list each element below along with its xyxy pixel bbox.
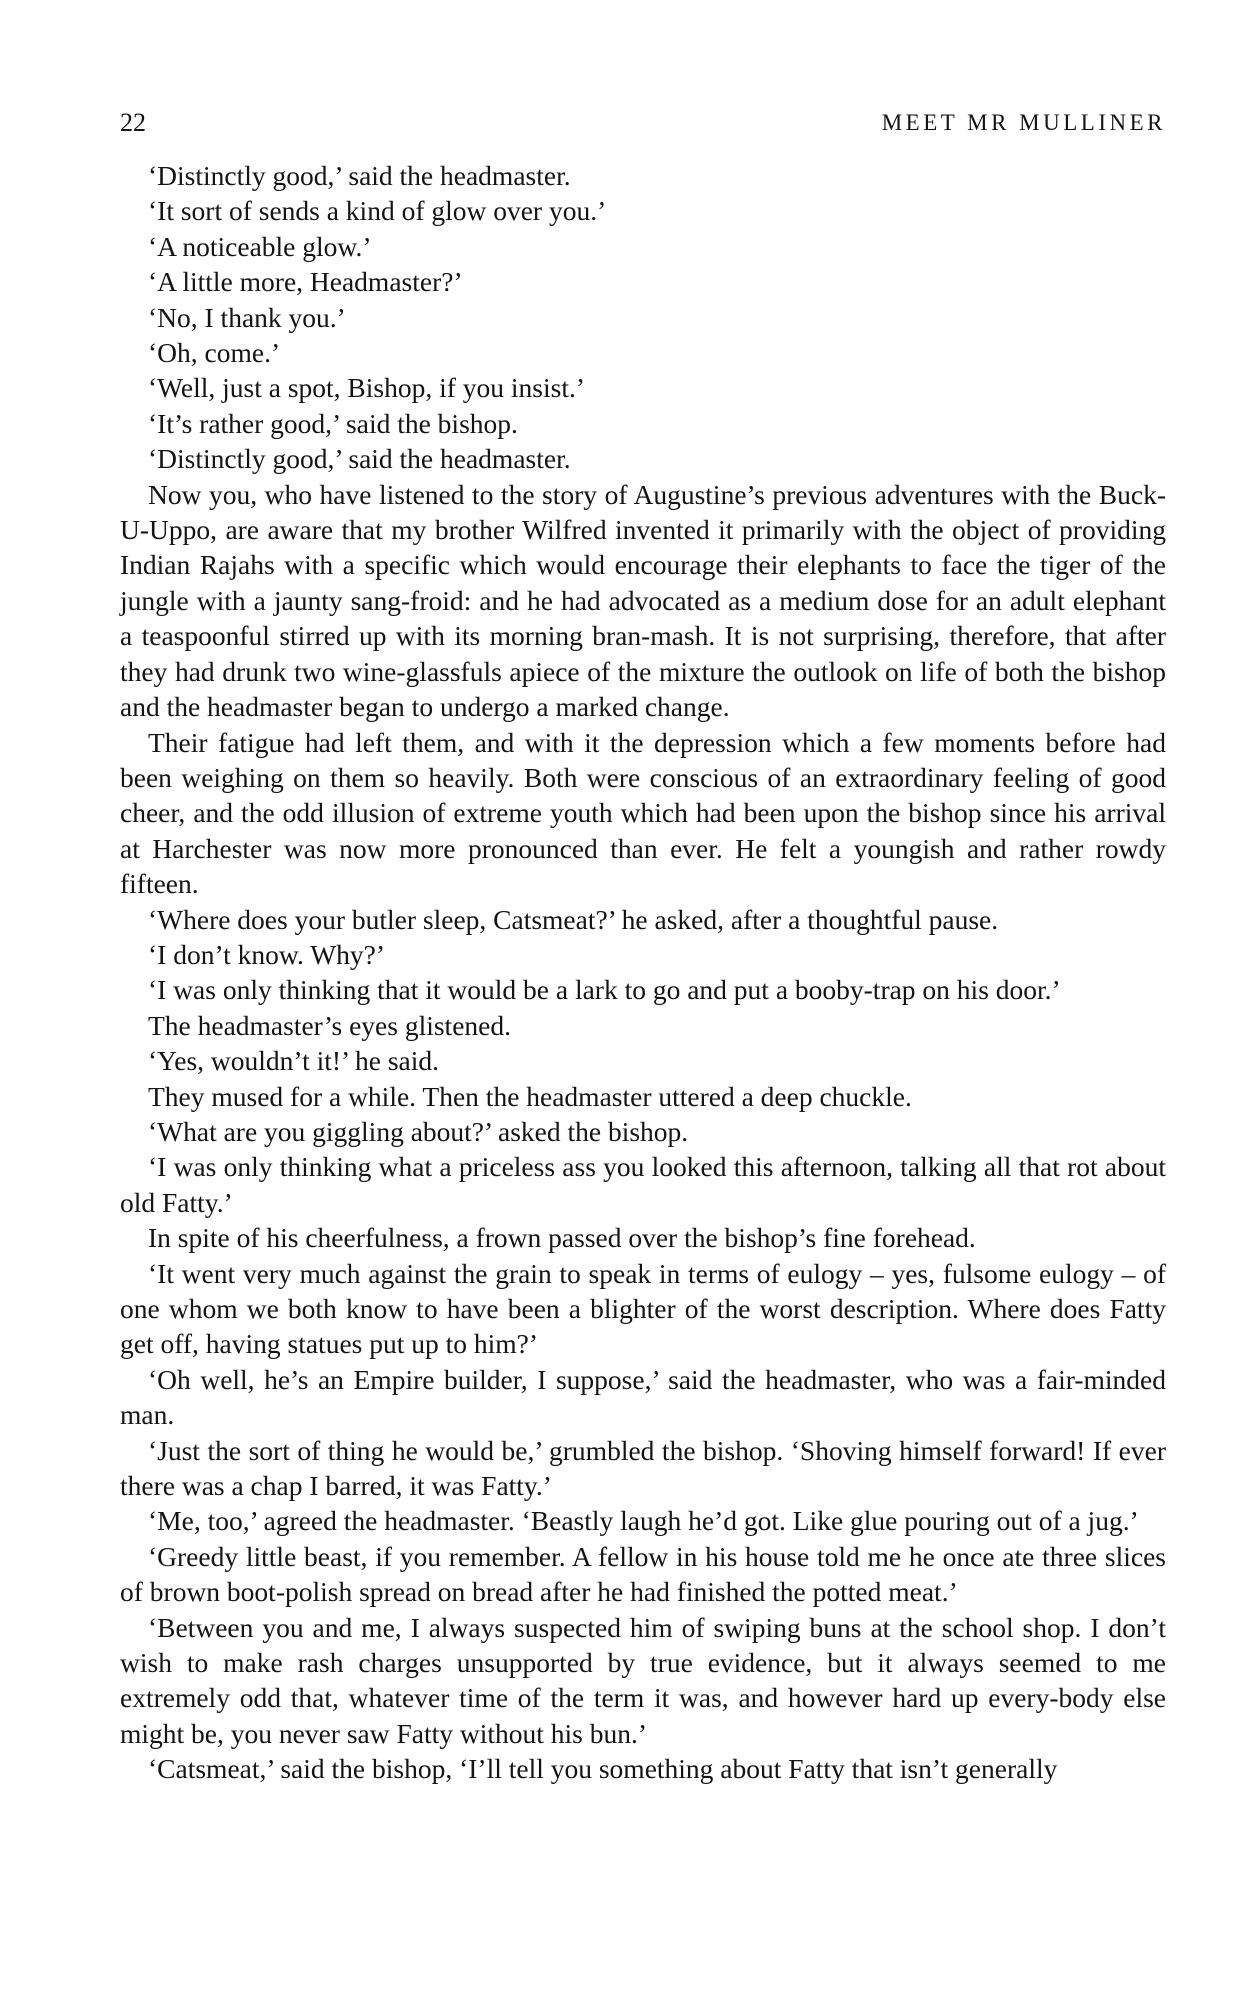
paragraph: ‘Distinctly good,’ said the headmaster. <box>148 160 571 191</box>
paragraph: ‘It’s rather good,’ said the bishop. <box>148 407 518 439</box>
book-title: MEET MR MULLINER <box>881 110 1166 135</box>
paragraph: Their fatigue had left them, and with it the depression which a few moments before had been weighing on them so heavily. Both were conscious of an extraordinary feeling of good cheer, and the odd illusion of extreme youth which had been upon the bishop since his arrival at Harchester was now more pronounced than ever. He felt a youngish and rather rowdy fifteen. <box>120 726 1166 900</box>
paragraph: ‘Me, too,’ agreed the headmaster. ‘Beastly laugh he’d got. Like glue pouring out of a jug.’ <box>148 1505 1139 1537</box>
paragraph: ‘What are you giggling about?’ asked the bishop. <box>148 1115 689 1147</box>
paragraph: They mused for a while. Then the headmaster uttered a deep chuckle. <box>148 1080 912 1112</box>
running-head <box>120 108 1166 148</box>
paragraph: ‘Where does your butler sleep, Catsmeat?’ he asked, after a thoughtful pause. <box>148 903 999 935</box>
paragraph: ‘I was only thinking what a priceless ass you looked this afternoon, talking all that rot about old Fatty.’ <box>120 1151 1166 1218</box>
paragraph: The headmaster’s eyes glistened. <box>148 1009 511 1041</box>
paragraph: ‘It went very much against the grain to speak in terms of eulogy – yes, fulsome eulogy – of one whom we both know to have been a blighter of the worst description. Where does Fatty get off, having statues put up to him?’ <box>120 1257 1166 1360</box>
body-text <box>120 158 1166 1787</box>
paragraph: ‘Well, just a spot, Bishop, if you insist.’ <box>148 372 586 404</box>
paragraph: ‘I don’t know. Why?’ <box>148 938 386 970</box>
paragraph: ‘Yes, wouldn’t it!’ he said. <box>148 1045 440 1077</box>
paragraph: Now you, who have listened to the story of Augustine’s previous adventures with the Buck-U-Uppo, are aware that my brother Wilfred invented it primarily with the object of providing Indian Rajahs with a specific which would encourage their elephants to face the tiger of the jungle with a jaunty sang-froid: and he had advocated as a medium dose for an adult elephant a teaspoonful stirred up with its morning bran-mash. It is not surprising, therefore, that after they had drunk two wine-glassfuls apiece of the mixture the outlook on life of both the bishop and the headmaster began to undergo a marked change. <box>120 478 1166 723</box>
page-number: 22 <box>120 108 146 137</box>
paragraph: In spite of his cheerfulness, a frown passed over the bishop’s fine forehead. <box>148 1222 976 1254</box>
paragraph: ‘Distinctly good,’ said the headmaster. <box>148 443 571 475</box>
paragraph: ‘Catsmeat,’ said the bishop, ‘I’ll tell you something about Fatty that isn’t generally <box>148 1753 1058 1785</box>
paragraph: ‘A noticeable glow.’ <box>148 230 372 262</box>
paragraph: ‘Oh well, he’s an Empire builder, I suppose,’ said the headmaster, who was a fair-minded man. <box>120 1363 1166 1431</box>
paragraph: ‘I was only thinking that it would be a lark to go and put a booby-trap on his door.’ <box>148 974 1061 1006</box>
paragraph: ‘It sort of sends a kind of glow over you.’ <box>148 195 607 227</box>
paragraph: ‘Greedy little beast, if you remember. A fellow in his house told me he once ate three slices of brown boot-polish spread on bread after he had finished the potted meat.’ <box>120 1540 1166 1608</box>
paragraph: ‘Between you and me, I always suspected him of swiping buns at the school shop. I don’t wish to make rash charges unsupported by true evidence, but it always seemed to me extremely odd that, whatever time of the term it was, and however hard up every-body else might be, you never saw Fatty without his bun.’ <box>120 1611 1166 1749</box>
paragraph: ‘Just the sort of thing he would be,’ grumbled the bishop. ‘Shoving himself forward! If ever there was a chap I barred, it was Fatty.’ <box>120 1434 1166 1502</box>
paragraph: ‘A little more, Headmaster?’ <box>148 266 463 298</box>
paragraph: ‘Oh, come.’ <box>148 337 281 369</box>
paragraph: ‘No, I thank you.’ <box>148 301 346 333</box>
